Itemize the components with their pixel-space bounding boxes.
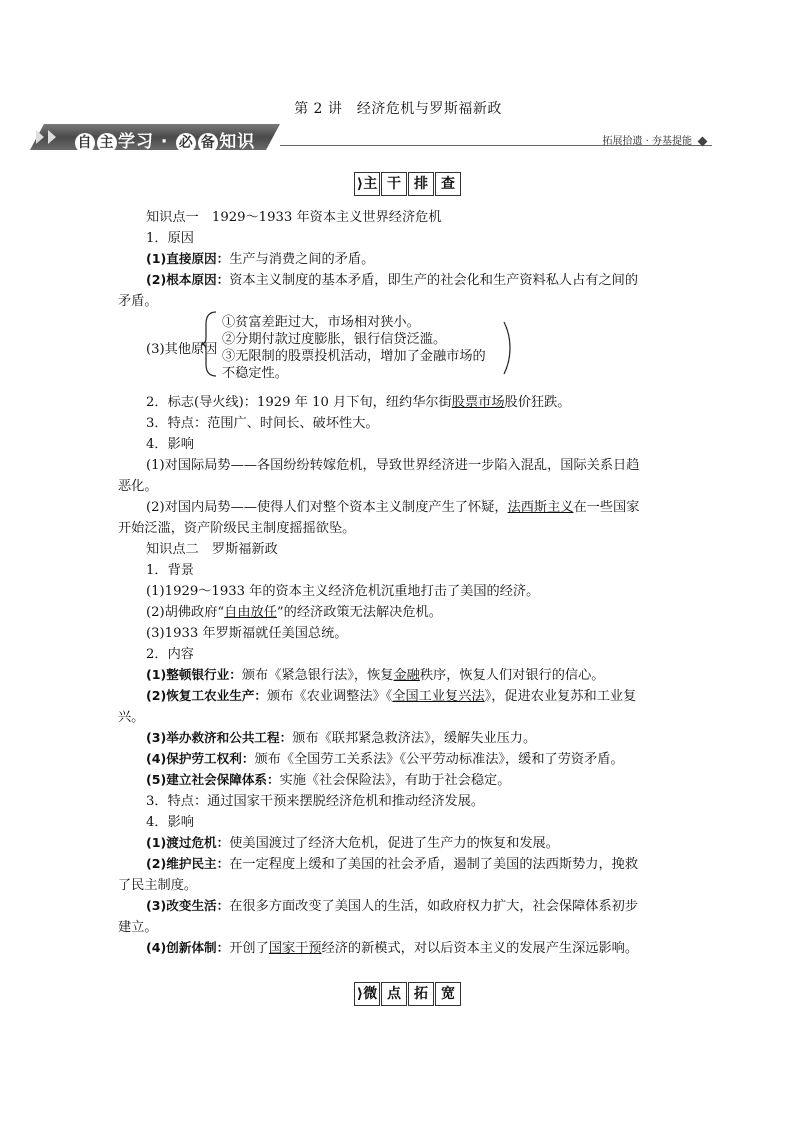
k1-cause-1 [146,248,374,267]
text: 颁布《紧急银行法》，恢复 [241,668,394,683]
text: 秩序，恢复人们对银行的信心。 [419,668,605,683]
k2-content-heading: 2．内容 [146,647,194,662]
underlined-term: 自由放任 [224,605,277,620]
k2-feature: 3．特点：通过国家干预来摆脱经济危机和推动经济发展。 [146,794,485,809]
underlined-term: 国家干预 [268,941,322,956]
k2-content-2 [146,685,636,704]
k1-cause-3-item: ①贫富差距过大，市场相对狭小。 [222,315,420,330]
label: (2)恢复工农业生产： [146,688,268,703]
k2-impact-2-cont: 了民主制度。 [118,878,198,893]
k1-sign [146,391,570,410]
text: 生产与消费之间的矛盾。 [229,252,375,267]
chapter-title: 第 2 讲 经济危机与罗斯福新政 [294,101,502,117]
k2-content-4 [146,748,624,767]
k1-impact-2-cont: 开始泛滥，资产阶级民主制度摇摇欲坠。 [118,521,356,536]
underlined-term: 全国工业复兴法 [392,689,485,704]
section-heading-char: 排 [408,172,434,196]
section-heading-char: ⟩ 微 [354,982,380,1006]
chevron-icon [48,130,56,144]
k2-impact-heading: 4．影响 [146,815,194,830]
k2-content-1 [146,664,605,683]
section-heading-char: 查 [435,172,461,196]
k1-cause-2-cont: 矛盾。 [118,294,158,309]
text: 股价狂跌。 [504,395,571,410]
banner-title-char: 自 [75,133,95,153]
banner-title-char: 必 [176,133,196,153]
label: (3)改变生活： [146,898,230,913]
k2-background-1: (1)1929～1933 年的资本主义经济危机沉重地打击了美国的经济。 [146,584,540,599]
banner-title [74,127,255,153]
k2-background-heading: 1．背景 [146,563,194,578]
k1-cause-3-item: ③无限制的股票投机活动，增加了金融市场的 [222,349,486,364]
right-bracket-icon [502,320,512,376]
section-banner [30,124,710,154]
text: 》，促进农业复苏和工业复 [484,689,637,704]
label: (5)建立社会保障体系： [146,772,280,787]
section-heading-char: ⟩ 主 [354,172,380,196]
banner-title-text: 知识 [219,132,256,152]
text: 在一定程度上缓和了美国的社会矛盾，遏制了美国的法西斯势力，挽救 [229,857,639,872]
k1-cause-3-item: 不稳定性。 [222,366,288,381]
text: 资本主义制度的基本矛盾，即生产的社会化和生产资料私人占有之间的 [229,273,639,288]
section-heading-char: 宽 [435,982,461,1006]
k1-cause-2 [146,269,638,288]
k1-impact-1-cont: 恶化。 [118,479,158,494]
label: (4)保护劳工权利： [146,751,255,766]
section-heading-main [118,172,678,198]
label: (1)渡过危机： [146,835,230,850]
section-heading-char: 干 [381,172,407,196]
knowledge-point-2-heading: 知识点二 罗斯福新政 [146,542,278,557]
k1-feature: 3．特点：范围广、时间长、破坏性大。 [146,416,379,431]
label: (1)直接原因： [146,251,230,266]
section-heading-char: 点 [381,982,407,1006]
knowledge-point-1-heading: 知识点一 1929～1933 年资本主义世界经济危机 [146,210,442,225]
label: (4)创新体制： [146,940,230,955]
text: (2)胡佛政府“ [146,605,225,620]
k2-background-3: (3)1933 年罗斯福就任美国总统。 [146,626,348,641]
k2-impact-1 [146,832,559,851]
text: 开创了 [229,941,269,956]
k1-cause-3-item: ②分期付款过度膨胀，银行信贷泛滥。 [222,332,447,347]
k1-impact-2 [146,496,639,515]
k1-cause-3-label: (3)其他原因 [146,342,218,357]
k2-impact-3 [146,895,638,914]
k1-impact-1: (1)对国际局势——各国纷纷转嫁危机，导致世界经济进一步陷入混乱，国际关系日趋 [146,458,640,473]
left-brace-icon [200,310,220,378]
k2-impact-2 [146,853,638,872]
text: 在很多方面改变了美国人的生活，如政府权力扩大，社会保障体系初步 [229,899,639,914]
label: (3)举办救济和公共工程： [146,730,293,745]
k2-content-5 [146,769,510,788]
underlined-term: 股票市场 [451,395,505,410]
underlined-term: 金融 [393,668,420,683]
banner-subtitle: 拓展拾遗 · 夯基提能 [602,136,692,147]
text: 经济的新模式，对以后资本主义的发展产生深远影响。 [321,941,639,956]
k2-background-2 [146,601,442,620]
text: 2．标志(导火线)：1929 年 10 月下旬，纽约华尔街 [146,395,452,410]
banner-title-char: 备 [198,133,218,153]
banner-title-char: 主 [97,133,117,153]
label: (2)维护民主： [146,856,230,871]
k2-content-3 [146,727,536,746]
text: 颁布《联邦紧急救济法》，缓解失业压力。 [292,731,537,746]
label: (1)整顿银行业： [146,667,242,682]
text: 在一些国家 [573,500,640,515]
underlined-term: 法西斯主义 [507,500,574,515]
k1-impact-heading: 4．影响 [146,437,194,452]
section-heading-extension [118,982,678,1008]
text: 使美国渡过了经济大危机，促进了生产力的恢复和发展。 [229,836,559,851]
text: ”的经济政策无法解决危机。 [276,605,442,620]
section-heading-char: 拓 [408,982,434,1006]
banner-title-text: 学习 · [118,132,176,152]
k2-impact-3-cont: 建立。 [118,920,158,935]
label: (2)根本原因： [146,272,230,287]
text: 颁布《农业调整法》《 [267,689,393,704]
text: 实施《社会保险法》，有助于社会稳定。 [279,773,511,788]
k1-cause-heading: 1．原因 [146,231,194,246]
text: (2)对国内局势——使得人们对整个资本主义制度产生了怀疑， [146,500,508,515]
text: 颁布《全国劳工关系法》《公平劳动标准法》，缓和了劳资矛盾。 [254,752,624,767]
chevron-icon [36,130,44,144]
k2-content-2-cont: 兴。 [118,710,145,725]
k2-impact-4 [146,937,638,956]
